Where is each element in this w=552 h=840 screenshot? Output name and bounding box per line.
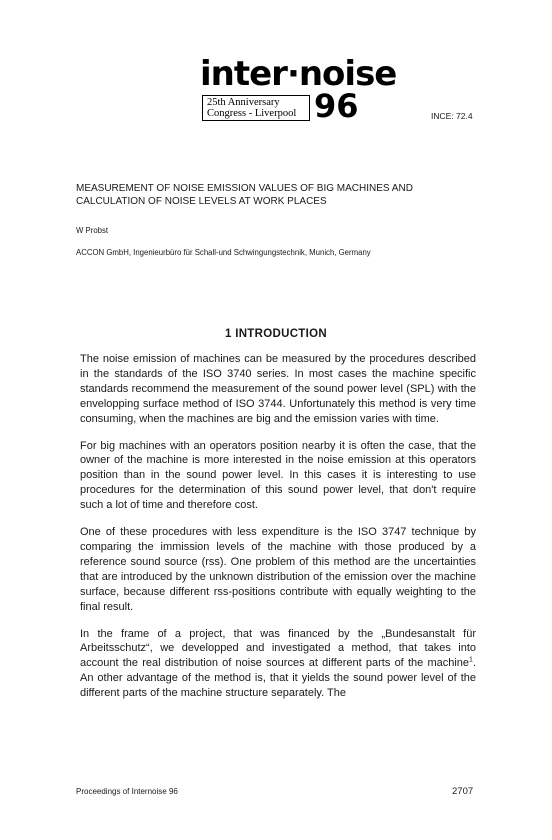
paragraph-3: One of these procedures with less expenditure is the ISO 3747 technique by comparing the immission levels of the machine with those produced by a reference sound source (rss). One problem of this method are the uncertainties that are introduced by the unknown distribution of the emission over the machine surface, because different rss-positions contribute with equally weighting to the final result. <box>80 526 476 613</box>
footnote-marker: 1 <box>469 656 473 664</box>
paragraph-4-before: In the frame of a project, that was financed by the „Bundesanstalt für Arbeitsschutz“, we developped and investigated a method, that takes into account the real distribution of noise sources at different parts of the machine <box>80 627 476 670</box>
logo-box-line-2: Congress - Liverpool <box>207 108 297 119</box>
paper-title <box>76 182 486 208</box>
body-text <box>80 352 476 713</box>
author: W Probst <box>76 226 109 235</box>
title-line-2: CALCULATION OF NOISE LEVELS AT WORK PLACES <box>76 196 327 207</box>
paragraph-4-after: . An other advantage of the method is, that it yields the sound power level of the different parts of the machine structure separately. The <box>80 657 476 700</box>
paragraph-2: For big machines with an operators position nearby it is often the case, that the owner of the machine is more interested in the noise emission at this operators position than in the sound power level. In this cases it is interesting to use procedures for the determination of this sound power level, that don't require such a lot of time and therefore cost. <box>80 439 476 512</box>
page-number: 2707 <box>452 786 474 797</box>
logo-wordmark: inter·noise <box>200 54 397 94</box>
paper-reference: INCE: 72.4 <box>431 111 473 121</box>
section-heading: 1 INTRODUCTION <box>225 328 327 340</box>
footer-proceedings: Proceedings of Internoise 96 <box>76 787 178 796</box>
affiliation: ACCON GmbH, Ingenieurbüro für Schall-und Schwingungstechnik, Munich, Germany <box>76 248 371 257</box>
conference-logo <box>200 54 397 127</box>
logo-year: 96 <box>314 87 359 125</box>
title-line-1: MEASUREMENT OF NOISE EMISSION VALUES OF BIG MACHINES AND <box>76 183 413 194</box>
paragraph-4 <box>80 627 476 702</box>
paragraph-1: The noise emission of machines can be measured by the procedures described in the standards of the ISO 3740 series. In most cases the machine specific standards recommend the measurement of the sound power level (SPL) with the envelopping surface method of ISO 3744. Unfortunately this method is very time consuming, when the machines are big and the emission varies with time. <box>80 353 476 425</box>
logo-box-line-1: 25th Anniversary <box>207 97 280 108</box>
logo-anniversary-box <box>202 95 310 121</box>
